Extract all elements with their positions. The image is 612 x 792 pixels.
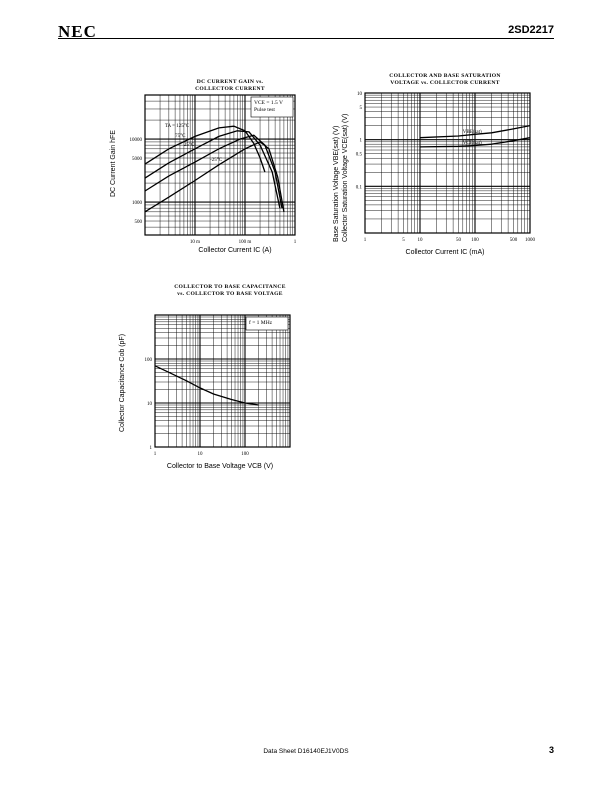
capacitance-chart: [135, 300, 310, 460]
x-tick-label: 10: [417, 238, 423, 243]
chart2-ylabel: Base Saturation Voltage VBE(sat) (V) Collector Saturation Voltage VCE(sat) (V): [333, 113, 349, 242]
nec-logo: NEC: [58, 22, 97, 41]
chart3-title: [155, 284, 305, 298]
y-tick-label: 5000: [132, 157, 142, 163]
chart2-xlabel: Collector Current IC (mA): [405, 249, 485, 256]
conditions-box: [246, 317, 288, 330]
page-number: 3: [548, 745, 554, 755]
series-label: VCE(sat): [462, 140, 482, 146]
y-tick-label: 0.1: [355, 185, 362, 191]
y-tick-label: 10000: [129, 138, 142, 144]
y-tick-label: 1: [359, 138, 362, 144]
series-line: [145, 123, 265, 172]
series-label: 25°C: [183, 143, 195, 149]
x-tick-label: 5: [402, 238, 405, 243]
x-tick-label: 10 m: [189, 240, 201, 245]
x-tick-label: 1: [293, 240, 297, 245]
x-tick-label: 1000: [525, 238, 535, 243]
x-tick-label: 1: [153, 452, 157, 457]
chart1-xlabel: Collector Current IC (A): [198, 247, 272, 254]
series-label: VBE(sat): [462, 130, 482, 136]
y-tick-label: 1000: [132, 201, 142, 207]
plot-frame: [155, 315, 290, 447]
chart1-title-text: DC CURRENT GAIN vs. COLLECTOR CURRENT: [195, 79, 265, 92]
chart3-xlabel: Collector to Base Voltage VCB (V): [166, 463, 274, 470]
chart2-title-text: COLLECTOR AND BASE SATURATION VOLTAGE vs. COLLECTOR CURRENT: [389, 73, 501, 86]
y-tick-label: 5: [359, 106, 362, 112]
saturation-voltage-chart: [340, 88, 540, 248]
y-tick-label: 100: [144, 358, 152, 363]
conditions-box: [251, 97, 293, 117]
x-tick-label: 500: [509, 238, 518, 243]
y-tick-label: 1: [149, 446, 152, 451]
part-number: 2SD2217: [508, 24, 554, 36]
conditions-text: Pulse test: [254, 107, 275, 113]
header-rule: [58, 38, 554, 39]
y-tick-label: 10: [357, 92, 362, 97]
x-tick-label: 100: [241, 452, 249, 457]
chart3-title-text: COLLECTOR TO BASE CAPACITANCE vs. COLLECTOR TO BASE VOLTAGE: [174, 284, 286, 297]
conditions-text: f = 1 MHz: [249, 320, 273, 326]
y-tick-label: 10: [147, 402, 152, 407]
series-label: TA = 125°C: [164, 123, 190, 129]
grid: [365, 93, 530, 233]
y-tick-label: 0.5: [355, 152, 362, 158]
x-tick-label: 10: [197, 452, 203, 457]
x-tick-label: 1: [363, 238, 367, 243]
plot-frame: [365, 93, 530, 233]
x-tick-label: 50: [455, 238, 461, 243]
chart1-ylabel: DC Current Gain hFE: [110, 130, 117, 197]
series-label: 75°C: [175, 134, 186, 140]
series-label: -25°C: [210, 157, 223, 163]
chart2-title: [370, 73, 520, 87]
grid: [155, 315, 290, 447]
x-tick-label: 100: [471, 238, 479, 243]
dc-current-gain-chart: [100, 90, 330, 250]
series-line: [145, 135, 282, 208]
x-tick-label: 100 m: [238, 240, 252, 245]
conditions-text: VCE = 1.5 V: [254, 100, 283, 106]
doc-id: Data Sheet D16140EJ1V0DS: [263, 748, 349, 755]
chart3-ylabel: Collector Capacitance Cob (pF): [119, 333, 126, 432]
y-tick-label: 500: [134, 220, 142, 226]
